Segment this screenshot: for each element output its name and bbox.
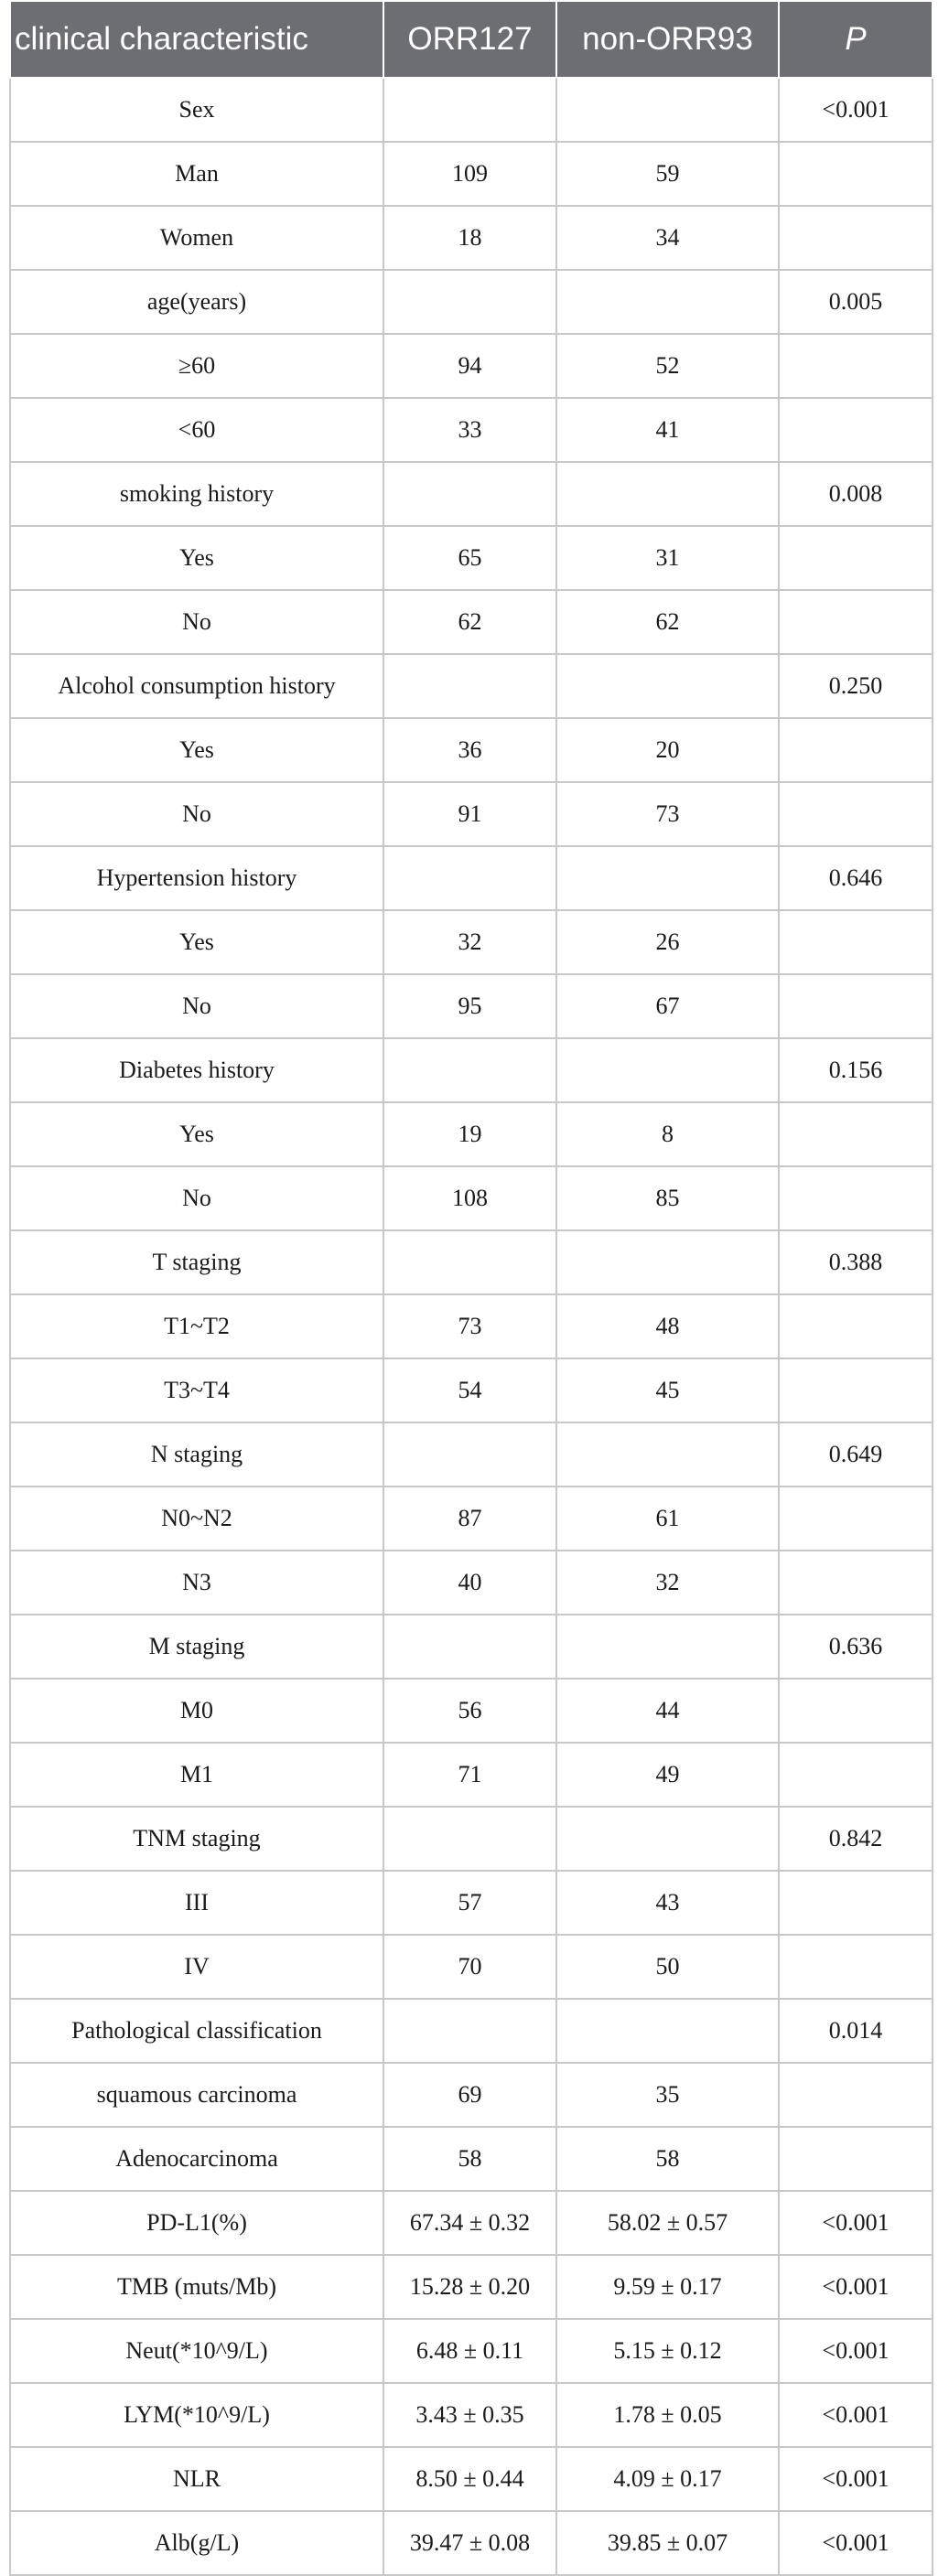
cell-characteristic: M staging [10,1615,383,1679]
cell-orr [383,846,556,910]
cell-non-orr [556,1230,779,1294]
cell-p-value [779,2063,933,2127]
cell-characteristic: N staging [10,1422,383,1487]
cell-orr: 58 [383,2127,556,2191]
cell-characteristic: Neut(*10^9/L) [10,2319,383,2383]
table-row [10,1038,933,1102]
cell-non-orr: 62 [556,590,779,654]
cell-p-value: <0.001 [779,78,933,142]
cell-p-value: <0.001 [779,2383,933,2447]
cell-orr: 56 [383,1679,556,1743]
table-row [10,1679,933,1743]
cell-orr: 109 [383,142,556,206]
cell-orr [383,654,556,718]
cell-non-orr: 49 [556,1743,779,1807]
table-row [10,974,933,1038]
table-row [10,2063,933,2127]
cell-orr: 39.47 ± 0.08 [383,2511,556,2575]
cell-orr: 18 [383,206,556,270]
cell-orr: 87 [383,1487,556,1551]
table-row [10,2127,933,2191]
cell-non-orr [556,1807,779,1871]
cell-characteristic: Sex [10,78,383,142]
cell-non-orr [556,270,779,334]
table-container [9,0,932,2576]
cell-p-value: <0.001 [779,2511,933,2575]
cell-p-value: <0.001 [779,2319,933,2383]
cell-p-value: 0.636 [779,1615,933,1679]
cell-p-value: <0.001 [779,2191,933,2255]
cell-non-orr [556,462,779,526]
cell-p-value [779,1294,933,1358]
cell-non-orr: 4.09 ± 0.17 [556,2447,779,2511]
cell-non-orr [556,78,779,142]
cell-characteristic: squamous carcinoma [10,2063,383,2127]
cell-orr: 70 [383,1935,556,1999]
cell-orr: 40 [383,1551,556,1615]
cell-non-orr: 43 [556,1871,779,1935]
cell-p-value: <0.001 [779,2255,933,2319]
cell-non-orr [556,846,779,910]
table-row [10,398,933,462]
table-row [10,718,933,782]
clinical-characteristics-table [9,0,933,2576]
cell-characteristic: Adenocarcinoma [10,2127,383,2191]
cell-non-orr: 61 [556,1487,779,1551]
cell-characteristic: Hypertension history [10,846,383,910]
cell-p-value [779,1679,933,1743]
cell-p-value [779,910,933,974]
cell-characteristic: No [10,590,383,654]
header-non-orr: non-ORR93 [556,1,779,78]
cell-non-orr: 50 [556,1935,779,1999]
header-orr: ORR127 [383,1,556,78]
cell-non-orr: 39.85 ± 0.07 [556,2511,779,2575]
cell-characteristic: Yes [10,526,383,590]
cell-orr: 108 [383,1166,556,1230]
cell-p-value: 0.156 [779,1038,933,1102]
cell-non-orr: 44 [556,1679,779,1743]
cell-p-value [779,1166,933,1230]
table-row [10,1807,933,1871]
table-row [10,1743,933,1807]
cell-p-value: 0.008 [779,462,933,526]
cell-non-orr: 52 [556,334,779,398]
cell-non-orr: 31 [556,526,779,590]
table-row [10,2447,933,2511]
table-row [10,78,933,142]
cell-orr: 33 [383,398,556,462]
cell-orr: 73 [383,1294,556,1358]
table-row [10,270,933,334]
cell-characteristic: age(years) [10,270,383,334]
cell-characteristic: Pathological classification [10,1999,383,2063]
cell-p-value: 0.842 [779,1807,933,1871]
table-row [10,462,933,526]
cell-non-orr: 67 [556,974,779,1038]
cell-orr [383,462,556,526]
cell-non-orr: 58 [556,2127,779,2191]
cell-p-value: 0.250 [779,654,933,718]
cell-orr [383,1999,556,2063]
cell-orr: 67.34 ± 0.32 [383,2191,556,2255]
table-row [10,1551,933,1615]
cell-p-value: 0.005 [779,270,933,334]
table-row [10,206,933,270]
cell-p-value: 0.388 [779,1230,933,1294]
cell-orr: 95 [383,974,556,1038]
table-row [10,910,933,974]
cell-orr: 15.28 ± 0.20 [383,2255,556,2319]
header-row [10,1,933,78]
cell-non-orr: 8 [556,1102,779,1166]
cell-non-orr [556,1999,779,2063]
cell-characteristic: Alb(g/L) [10,2511,383,2575]
cell-orr: 71 [383,1743,556,1807]
cell-non-orr: 34 [556,206,779,270]
cell-orr: 36 [383,718,556,782]
cell-characteristic: III [10,1871,383,1935]
cell-characteristic: No [10,974,383,1038]
cell-characteristic: Yes [10,718,383,782]
cell-characteristic: TNM staging [10,1807,383,1871]
cell-orr [383,1230,556,1294]
cell-orr: 65 [383,526,556,590]
cell-p-value [779,1358,933,1422]
cell-p-value: 0.014 [779,1999,933,2063]
table-row [10,1230,933,1294]
cell-p-value [779,782,933,846]
cell-non-orr: 26 [556,910,779,974]
cell-characteristic: Alcohol consumption history [10,654,383,718]
cell-p-value [779,974,933,1038]
table-row [10,654,933,718]
cell-non-orr: 59 [556,142,779,206]
table-row [10,142,933,206]
cell-p-value [779,1102,933,1166]
cell-characteristic: Yes [10,910,383,974]
cell-orr: 62 [383,590,556,654]
cell-characteristic: No [10,1166,383,1230]
cell-orr [383,1615,556,1679]
cell-non-orr: 5.15 ± 0.12 [556,2319,779,2383]
cell-characteristic: Man [10,142,383,206]
table-row [10,1615,933,1679]
cell-orr [383,270,556,334]
cell-characteristic: T1~T2 [10,1294,383,1358]
table-row [10,1935,933,1999]
cell-non-orr [556,1615,779,1679]
cell-non-orr [556,1422,779,1487]
cell-characteristic: <60 [10,398,383,462]
cell-characteristic: NLR [10,2447,383,2511]
cell-orr [383,1807,556,1871]
cell-orr: 94 [383,334,556,398]
cell-p-value [779,334,933,398]
cell-orr: 3.43 ± 0.35 [383,2383,556,2447]
cell-non-orr: 20 [556,718,779,782]
cell-p-value [779,526,933,590]
table-row [10,334,933,398]
cell-p-value: 0.649 [779,1422,933,1487]
cell-orr [383,1038,556,1102]
table-body [10,78,933,2575]
cell-p-value: 0.646 [779,846,933,910]
table-row [10,526,933,590]
cell-orr: 8.50 ± 0.44 [383,2447,556,2511]
cell-orr: 57 [383,1871,556,1935]
cell-orr: 6.48 ± 0.11 [383,2319,556,2383]
cell-p-value [779,1551,933,1615]
cell-p-value [779,2127,933,2191]
cell-characteristic: No [10,782,383,846]
cell-characteristic: T3~T4 [10,1358,383,1422]
cell-non-orr: 35 [556,2063,779,2127]
cell-p-value [779,718,933,782]
cell-non-orr: 1.78 ± 0.05 [556,2383,779,2447]
table-row [10,1102,933,1166]
table-row [10,1999,933,2063]
table-row [10,1166,933,1230]
cell-orr: 91 [383,782,556,846]
cell-non-orr: 45 [556,1358,779,1422]
cell-characteristic: T staging [10,1230,383,1294]
cell-p-value [779,1487,933,1551]
table-row [10,2319,933,2383]
cell-p-value [779,590,933,654]
cell-non-orr: 58.02 ± 0.57 [556,2191,779,2255]
cell-characteristic: M1 [10,1743,383,1807]
cell-non-orr [556,1038,779,1102]
cell-orr: 69 [383,2063,556,2127]
table-row [10,2511,933,2575]
table-row [10,1871,933,1935]
cell-non-orr: 32 [556,1551,779,1615]
table-row [10,2191,933,2255]
cell-orr: 54 [383,1358,556,1422]
cell-non-orr: 9.59 ± 0.17 [556,2255,779,2319]
cell-orr [383,1422,556,1487]
cell-characteristic: Women [10,206,383,270]
header-p-value: P [779,1,933,78]
cell-non-orr: 41 [556,398,779,462]
cell-p-value [779,206,933,270]
cell-characteristic: N0~N2 [10,1487,383,1551]
table-row [10,1294,933,1358]
table-row [10,846,933,910]
cell-p-value [779,398,933,462]
cell-p-value [779,1871,933,1935]
table-row [10,1487,933,1551]
table-row [10,2383,933,2447]
cell-non-orr: 48 [556,1294,779,1358]
cell-characteristic: Diabetes history [10,1038,383,1102]
cell-characteristic: IV [10,1935,383,1999]
cell-p-value [779,142,933,206]
cell-characteristic: N3 [10,1551,383,1615]
cell-non-orr [556,654,779,718]
cell-orr [383,78,556,142]
table-row [10,2255,933,2319]
cell-characteristic: PD-L1(%) [10,2191,383,2255]
table-row [10,782,933,846]
cell-p-value [779,1935,933,1999]
cell-characteristic: M0 [10,1679,383,1743]
cell-orr: 32 [383,910,556,974]
header-characteristic: clinical characteristic [10,1,383,78]
table-row [10,1358,933,1422]
table-header [10,1,933,78]
table-row [10,1422,933,1487]
cell-characteristic: TMB (muts/Mb) [10,2255,383,2319]
cell-characteristic: smoking history [10,462,383,526]
cell-non-orr: 85 [556,1166,779,1230]
cell-p-value [779,1743,933,1807]
cell-non-orr: 73 [556,782,779,846]
cell-characteristic: Yes [10,1102,383,1166]
cell-orr: 19 [383,1102,556,1166]
cell-p-value: <0.001 [779,2447,933,2511]
cell-characteristic: LYM(*10^9/L) [10,2383,383,2447]
cell-characteristic: ≥60 [10,334,383,398]
table-row [10,590,933,654]
